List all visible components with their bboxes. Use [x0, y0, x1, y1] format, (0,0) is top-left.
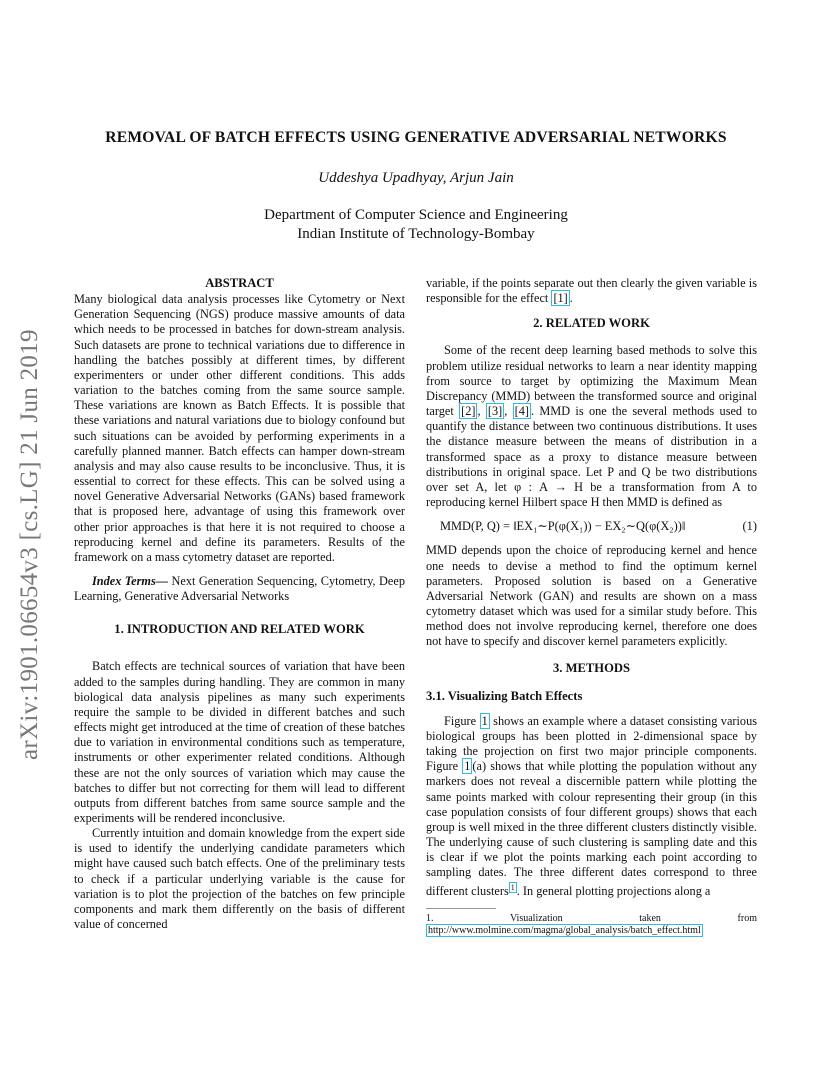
section-1-heading: 1. INTRODUCTION AND RELATED WORK: [114, 622, 365, 637]
left-column: [74, 276, 405, 932]
affiliation-institute: Indian Institute of Technology-Bombay: [297, 226, 535, 242]
footnote-link[interactable]: 1: [510, 883, 515, 893]
equation-number: (1): [742, 519, 757, 534]
citation-link[interactable]: [1]: [553, 291, 568, 306]
section-3-text-a: Figure: [444, 713, 480, 728]
section-2-text-b: . MMD is one the several methods used to quantify the distance between two continuous distributions. It uses the distance measure between the means of distribution in a transformed space as a proxy to distance measure between distributions in original space. Let P and Q be two distributions over set A, let φ : A → H be a transformation from A to reproducing kernel Hilbert space H then MMD is defined as: [426, 404, 757, 510]
continuation-text: variable, if the points separate out then clearly the given variable is responsible for the effect: [426, 276, 757, 306]
section-3-text-b: shows an example where a dataset consisting various biological groups has been plotted in 2-dimensional space by taking the projection on first two major principle components. Figure: [426, 713, 758, 774]
equation-mmd: [426, 519, 757, 534]
section-2-heading: 2. RELATED WORK: [533, 316, 650, 331]
right-column: [426, 276, 757, 937]
section-3-text-d: . In general plotting projections along a: [516, 884, 711, 899]
section-1-paragraph-1: Batch effects are technical sources of variation that have been added to the samples during handling. They are common in many biological data analysis pipelines as many such experiments require the sample to be divided in different batches and such effects might get introduced at the time of creation of these batches due to variation in environmental conditions such as temperature, instruments or other experimenter related conditions. Although these are not the only sources of variation which may cause the batches to differ but not correcting for them will lead to different outputs from different batches from same source sample and the experiments will be rendered inconclusive.: [74, 659, 405, 825]
continuation-paragraph: [426, 276, 757, 306]
paper-authors: Uddeshya Upadhyay, Arjun Jain: [318, 170, 514, 186]
abstract-text: Many biological data analysis processes like Cytometry or Next Generation Sequencing (NGS) produce massive amounts of data which needs to be processed in batches for down-stream analysis. Such datasets are prone to technical variations due to difference in handling the batches possibly at different times, by different experimenters or under other different conditions. This adds variation to the batches coming from the same source sample. These variations are known as Batch Effects. It is possible that these variations and natural variations due to biology confound but such situations can be avoided by performing experiments in a carefully planned manner. Batch effects can hamper down-stream analysis and may also cause results to be inconclusive. Thus, it is essential to correct for these effects. This can be solved using a novel Generative Adversarial Networks (GANs) based framework that is proposed here, advantage of using this framework over other prior approaches is that here it is not required to choose a reproducing kernel and define its parameters. Results of the framework on a mass cytometry dataset are reported.: [74, 292, 405, 564]
citation-link[interactable]: [4]: [514, 404, 529, 419]
index-terms-label: Index Terms—: [92, 573, 169, 588]
citation-link[interactable]: [2]: [461, 404, 476, 419]
arxiv-stamp: arXiv:1901.06654v3 [cs.LG] 21 Jun 2019: [16, 329, 43, 760]
footnote-url-link[interactable]: http://www.molmine.com/magma/global_analysis/batch_effect.html: [428, 924, 701, 936]
citation-separator: ,: [504, 404, 513, 419]
section-2-paragraph-2: MMD depends upon the choice of reproducing kernel and hence one needs to devise a method to find the optimum kernel parameters. Proposed solution is based on a Generative Adversarial Network (GAN) and results are shown on a mass cytometry dataset which was used for a similar study before. This method does not involve reproducing kernel, therefore one does not have to specify and discover kernel parameters explicitly.: [426, 543, 757, 649]
section-3-heading: 3. METHODS: [553, 661, 630, 676]
paper-title: REMOVAL OF BATCH EFFECTS USING GENERATIVE ADVERSARIAL NETWORKS: [105, 129, 727, 146]
affiliation-department: Department of Computer Science and Engineering: [264, 207, 568, 223]
figure-link[interactable]: 1: [481, 713, 488, 728]
section-2-paragraph-1: [426, 343, 757, 510]
section-3-text-c: (a) shows that while plotting the population without any markers does not reveal a discernible pattern while plotting the same points marked with colour representing their group (in this case population consists of four different groups) shows that each group is well mixed in the three different clusters distinctly visible. The underlying cause of such clustering is sampling date and this is clear if we plot the points marking each point according to sampling dates. The three different dates correspond to three different clusters: [426, 759, 757, 899]
subsection-3-1-heading: 3.1. Visualizing Batch Effects: [426, 688, 583, 703]
index-terms: [74, 574, 405, 604]
footnote-text: 1. Visualization taken from: [426, 912, 757, 924]
index-terms-text: Next Generation Sequencing, Cytometry, Deep Learning, Generative Adversarial Networks: [74, 573, 405, 604]
section-2-text-a: Some of the recent deep learning based methods to solve this problem utilize residual networks to learn a near identity mapping from source to target by optimizing the Maximum Mean Discrepancy (MMD) between the transformed source and original target: [426, 343, 757, 419]
footnote: [426, 913, 757, 937]
abstract-heading: ABSTRACT: [205, 276, 274, 290]
section-3-paragraph-1: [426, 714, 757, 900]
equation-body: MMD(P, Q) = ‖EX₁∼P(φ(X₁)) − EX₂∼Q(φ(X₂))‖: [440, 519, 686, 534]
figure-link[interactable]: 1: [464, 759, 471, 774]
section-1-paragraph-2: Currently intuition and domain knowledge from the expert side is used to identify the underlying candidate parameters which might have caused such batch effects. One of the preliminary tests to check if a particular underlying variable is the cause for variation is to plot the projection of the batches on few principle components and mark them differently on the basis of different value of concerned: [74, 826, 405, 932]
citation-separator: ,: [477, 404, 486, 419]
footnote-divider: [426, 908, 496, 909]
continuation-end: .: [569, 291, 573, 306]
affiliation: [74, 206, 758, 244]
citation-link[interactable]: [3]: [487, 404, 503, 419]
